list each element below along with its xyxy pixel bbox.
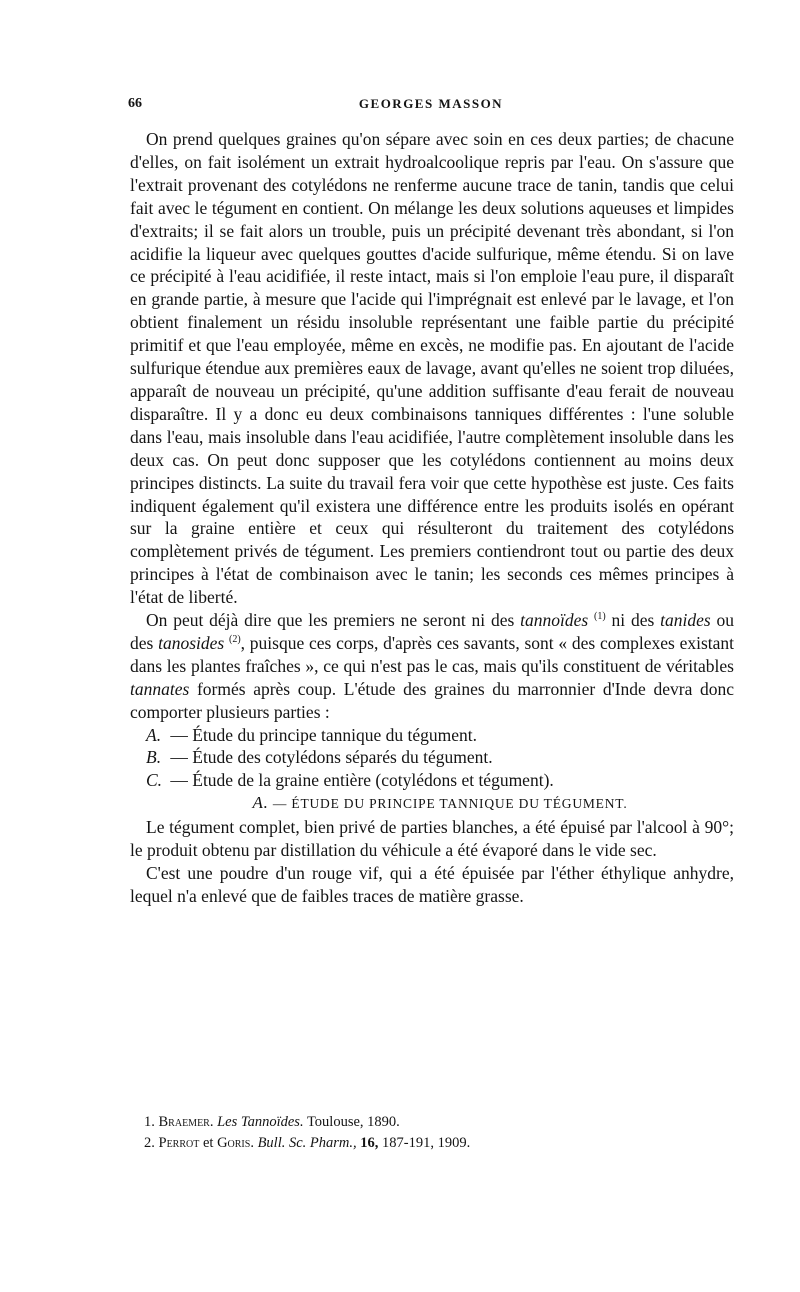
footnote-rest: Toulouse, 1890. xyxy=(303,1114,400,1130)
paragraph-3: Le tégument complet, bien privé de parties blanches, a été épuisé par l'alcool à 90°; le produit obtenu par distillation du véhicule a été évaporé dans le vide sec. xyxy=(130,817,734,861)
term-tanides: tanides xyxy=(660,610,711,631)
footnote-journal: Bull. Sc. Pharm., xyxy=(253,1135,357,1151)
outline-text: — Étude des cotylédons séparés du tégument. xyxy=(170,747,493,768)
footnote-number: 1. xyxy=(144,1114,155,1130)
outline-item-b xyxy=(130,746,734,769)
footnotes xyxy=(130,1112,734,1154)
paragraph-2-text-d: , puisque ces corps, d'après ces savants, sont « des complexes existant dans les plantes fraîches », ce qui n'est pas le cas, mais qu'ils constituent de véritables xyxy=(130,632,735,676)
footnote-title: Les Tannoïdes. xyxy=(217,1114,304,1130)
footnote-rest: 187-191, 1909. xyxy=(378,1135,471,1151)
footnote-volume: 16, xyxy=(356,1135,379,1151)
section-title: — ÉTUDE DU PRINCIPE TANNIQUE DU TÉGUMENT. xyxy=(272,796,628,812)
footnote-1 xyxy=(130,1112,734,1133)
paragraph-4: C'est une poudre d'un rouge vif, qui a été épuisée par l'éther éthylique anhydre, lequel n'a enlevé que de faibles traces de matière grasse. xyxy=(130,863,734,906)
footnote-author-2: Goris. xyxy=(217,1135,254,1151)
footnote-ref-2: (2) xyxy=(228,634,241,646)
footnote-ref-1: (1) xyxy=(594,611,606,623)
page-header xyxy=(128,96,734,118)
outline-item-c xyxy=(130,769,734,792)
page-number: 66 xyxy=(128,96,142,111)
body-text xyxy=(130,128,734,908)
outline-list xyxy=(130,724,734,793)
section-letter: A. xyxy=(252,793,269,813)
term-tannates: tannates xyxy=(130,678,190,699)
running-head: GEORGES MASSON xyxy=(358,96,504,111)
paragraph-1: On prend quelques graines qu'on sépare avec soin en ces deux parties; de chacune d'elles, on fait isolément un extrait hydroalcoolique repris par l'eau. On s'assure que l'extrait provenant des cotylédons ne renferme aucune trace de tanin, tandis que celui fait avec le tégument en contient. On mélange les deux solutions aqueuses et limpides d'extraits; il se fait alors un trouble, puis un précipité devenant très abondant, si l'on acidifie la liqueur avec quelques gouttes d'acide sulfurique, même étendu. Si on lave ce précipité à l'eau acidifiée, il reste intact, mais si l'on emploie l'eau pure, il disparaît en grande partie, à mesure que l'acide qui l'imprégnait est enlevé par le lavage, et l'on obtient finalement un résidu insoluble représentant une faible partie du précipité primitif et que l'eau employée, même en excès, ne modifie pas. En ajoutant de l'acide sulfurique étendue aux premières eaux de lavage, avant qu'elles ne soient trop diluées, apparaît de nouveau un précipité, qu'une addition suffisante d'eau ferait de nouveau disparaître. Il y a donc eu deux combinaisons tanniques différentes : l'une soluble dans l'eau, mais insoluble dans l'eau acidifiée, l'autre complètement insoluble dans les deux cas. On peut donc supposer que les cotylédons contiennent au moins deux principes distincts. La suite du travail fera voir que cette hypothèse est juste. Ces faits indiquent également qu'il existera une différence entre les produits isolés en opérant sur la graine entière et ceux qui résulteront du traitement des cotylédons complètement privés de tégument. Les premiers contiendront tout ou partie des deux principes à l'état de combinaison avec le tanin; les seconds ces mêmes principes à l'état de liberté. xyxy=(130,129,734,608)
section-heading xyxy=(130,792,734,816)
footnote-author: Braemer. xyxy=(158,1114,214,1130)
footnote-author: Perrot xyxy=(158,1135,200,1151)
paragraph-2-text-c: ou des xyxy=(130,610,734,653)
paragraph-2-text-b: ni des xyxy=(605,610,661,631)
outline-text: — Étude du principe tannique du tégument. xyxy=(170,724,478,745)
outline-item-a xyxy=(130,724,734,747)
outline-letter: C. xyxy=(146,770,163,791)
term-tannoides: tannoïdes xyxy=(520,610,589,631)
paragraph-2 xyxy=(130,609,734,724)
footnote-number: 2. xyxy=(144,1135,155,1151)
term-tanosides: tanosides xyxy=(158,632,225,653)
outline-letter: A. xyxy=(146,724,162,745)
footnote-conjunction: et xyxy=(199,1135,218,1151)
outline-text: — Étude de la graine entière (cotylédons et tégument). xyxy=(170,770,554,791)
footnote-2 xyxy=(130,1133,734,1154)
outline-letter: B. xyxy=(146,747,162,768)
paragraph-2-text-a: On peut déjà dire que les premiers ne seront ni des xyxy=(146,610,521,631)
paragraph-2-text-e: formés après coup. L'étude des graines du marronnier d'Inde devra donc comporter plusieurs parties : xyxy=(130,678,734,722)
